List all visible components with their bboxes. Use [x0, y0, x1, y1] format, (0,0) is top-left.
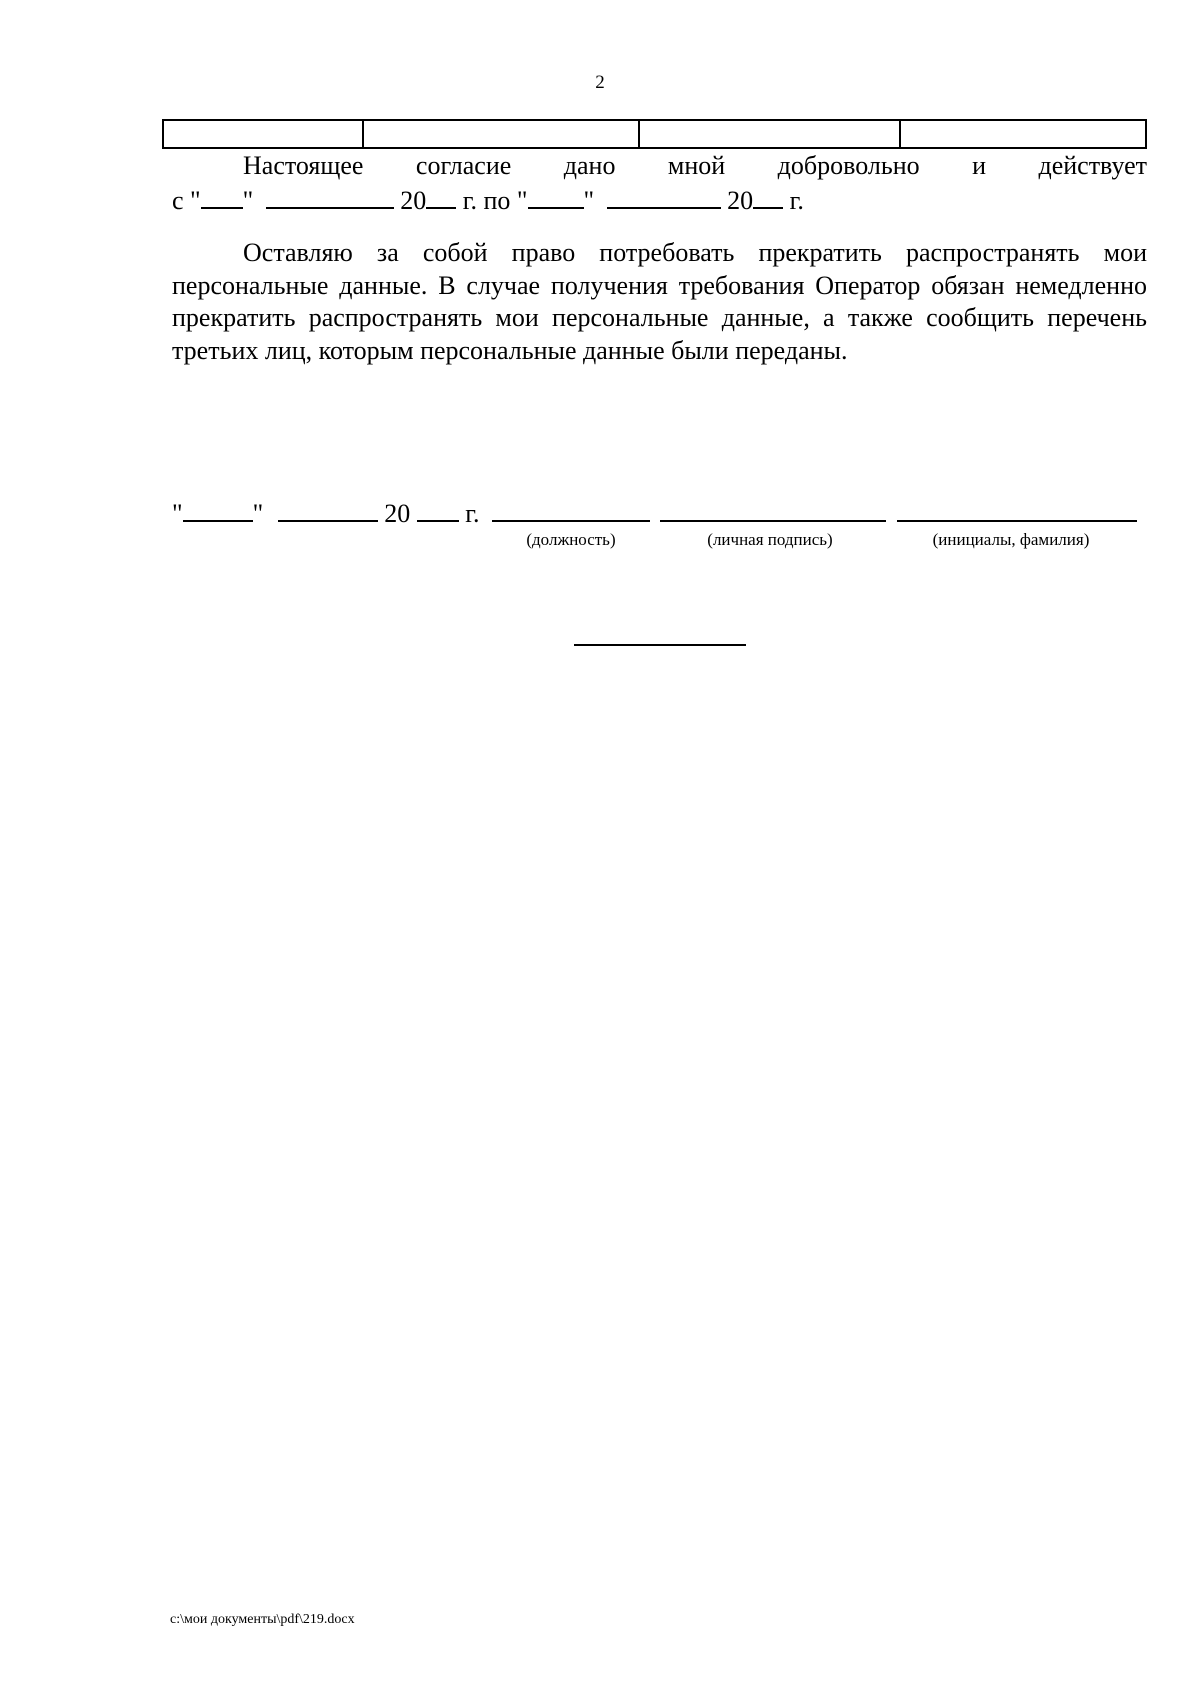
footer-file-path: c:\мои документы\pdf\219.docx: [170, 1612, 355, 1627]
sig-month-blank: [278, 496, 378, 522]
sig-day-blank: [183, 496, 253, 522]
table-cell: [363, 120, 639, 148]
from-month-blank: [266, 183, 394, 209]
to-year-blank: [753, 183, 783, 209]
table-cell: [639, 120, 900, 148]
sig-year-suffix: г.: [465, 499, 480, 528]
continued-table-row: [162, 119, 1147, 149]
sig-quote-close: ": [252, 499, 264, 528]
from-year-prefix: 20: [400, 186, 427, 215]
to-day-blank: [528, 183, 584, 209]
signature-line: [172, 496, 1137, 530]
personal-signature-blank: [660, 496, 886, 522]
from-prefix: с ": [172, 186, 201, 215]
quote-close: ": [583, 186, 595, 215]
page-number: 2: [595, 72, 605, 93]
quote-close: ": [242, 186, 254, 215]
to-month-blank: [607, 183, 721, 209]
table-cell: [163, 120, 363, 148]
position-blank: [492, 496, 650, 522]
to-prefix: г. по ": [462, 186, 528, 215]
consent-validity-paragraph: [172, 150, 1147, 183]
sig-year-blank: [417, 496, 459, 522]
validity-date-range: [172, 183, 804, 217]
sig-quote-open: ": [172, 499, 183, 528]
end-of-document-rule: [574, 644, 746, 646]
to-year-prefix: 20: [727, 186, 754, 215]
name-caption: (инициалы, фамилия): [932, 530, 1090, 549]
table-row: [163, 120, 1146, 148]
from-day-blank: [201, 183, 243, 209]
table-cell: [900, 120, 1146, 148]
initials-surname-blank: [897, 496, 1137, 522]
signature-caption: (личная подпись): [707, 530, 833, 549]
consent-validity-text: Настоящее согласие дано мной добровольно и действует: [243, 151, 1147, 180]
to-suffix: г.: [789, 186, 804, 215]
position-caption: (должность): [526, 530, 616, 549]
revocation-paragraph: Оставляю за собой право потребовать прекратить распространять мои персональные данные. В случае получения требования Оператор обязан немедленно прекратить распространять мои персональные данные, а также сообщить перечень третьих лиц, которым персональные данные были переданы.: [172, 238, 1147, 365]
sig-year-prefix: 20: [384, 499, 411, 528]
from-year-blank: [426, 183, 456, 209]
